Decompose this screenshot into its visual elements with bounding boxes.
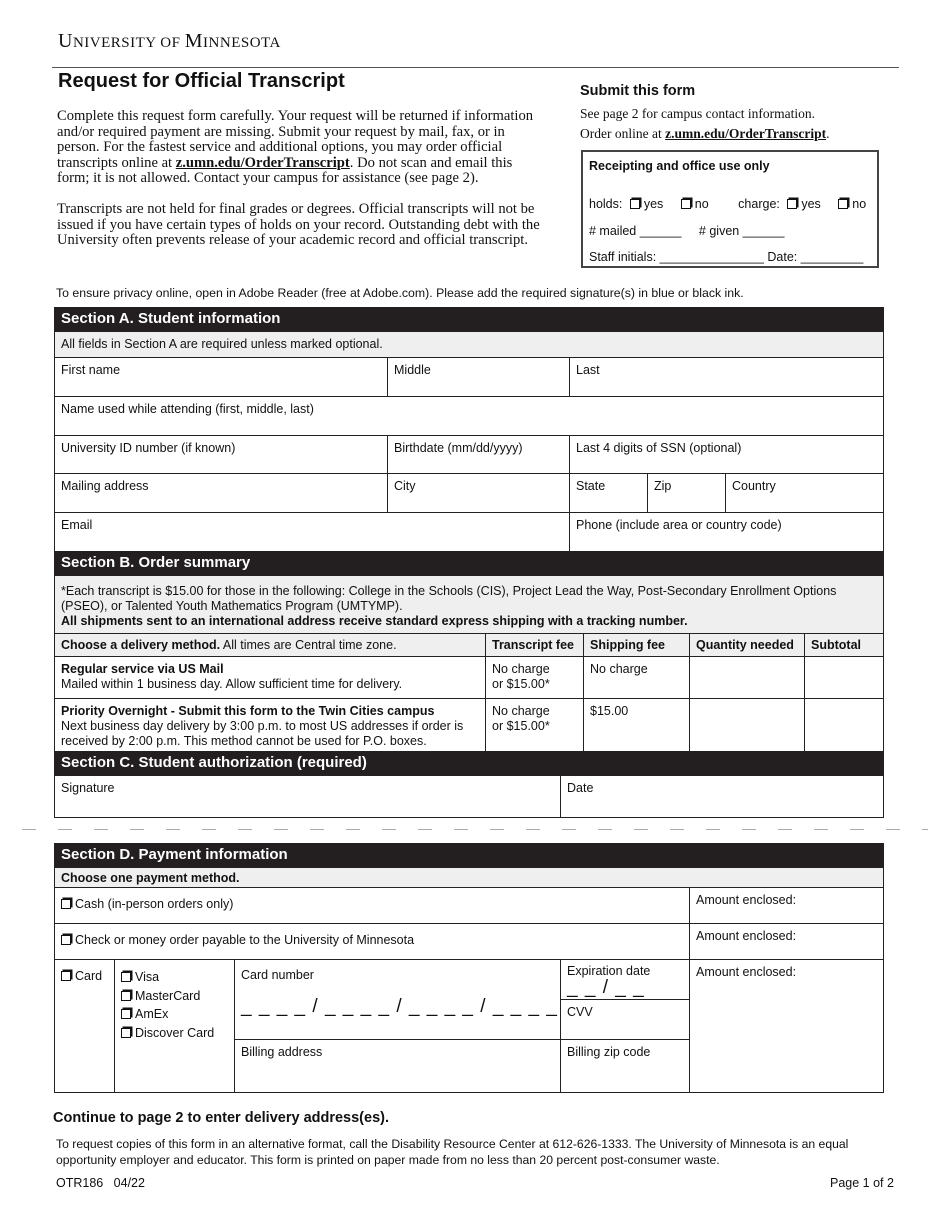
col-transcript-fee: Transcript fee	[486, 634, 584, 657]
card-amount-field[interactable]: Amount enclosed:	[696, 965, 797, 979]
section-d-heading: Section D. Payment information	[54, 843, 884, 867]
billing-zip-field[interactable]: Billing zip code	[561, 1040, 690, 1092]
payment-choose-note: Choose one payment method.	[55, 868, 883, 888]
holds-yes-checkbox[interactable]	[630, 199, 640, 209]
zip-field[interactable]: Zip	[648, 474, 726, 513]
visa-checkbox[interactable]	[121, 972, 131, 982]
university-id-field[interactable]: University ID number (if known)	[55, 436, 388, 474]
charge-no-checkbox[interactable]	[838, 199, 848, 209]
signature-field[interactable]: Signature	[55, 776, 561, 817]
regular-subtotal-field[interactable]	[805, 657, 883, 699]
country-field[interactable]: Country	[726, 474, 883, 513]
submit-online-note: Order online at z.umn.edu/OrderTranscript.	[580, 126, 830, 141]
card-number-field[interactable]: Card number _ _ _ _ / _ _ _ _ / _ _ _ _ / _ _ _ _	[235, 960, 561, 1040]
staff-initials-field[interactable]: Staff initials: _______________ Date: _________	[589, 250, 864, 264]
mailing-address-field[interactable]: Mailing address	[55, 474, 388, 513]
card-type-mastercard[interactable]: MasterCard	[121, 987, 228, 1006]
state-field[interactable]: State	[570, 474, 648, 513]
payment-check-option[interactable]: Check or money order payable to the University of Minnesota	[55, 924, 690, 960]
regular-quantity-field[interactable]	[690, 657, 805, 699]
card-type-list	[115, 960, 235, 1092]
office-mailed-row	[589, 224, 784, 238]
page-title: Request for Official Transcript	[58, 70, 345, 92]
section-c-heading: Section C. Student authorization (required)	[54, 751, 884, 775]
section-a-table	[54, 331, 884, 552]
last-name-field[interactable]: Last	[570, 358, 883, 397]
page-number: Page 1 of 2	[830, 1176, 894, 1190]
cvv-field[interactable]: CVV	[561, 1000, 690, 1040]
card-type-visa[interactable]: Visa	[121, 968, 228, 987]
university-logo: UNIVERSITY OF MINNESOTA	[58, 30, 281, 52]
priority-subtotal-field[interactable]	[805, 699, 883, 751]
continue-note: Continue to page 2 to enter delivery address(es).	[53, 1110, 389, 1126]
section-d-table	[54, 867, 884, 1093]
office-use-title: Receipting and office use only	[589, 159, 770, 173]
first-name-field[interactable]: First name	[55, 358, 388, 397]
cash-checkbox[interactable]	[61, 899, 71, 909]
submit-heading: Submit this form	[580, 83, 696, 99]
footer-text: To request copies of this form in an alternative format, call the Disability Resource Center at 612-626-1333. The University of Minnesota is an equal opportunity employer and educator. This form is printed on paper made from no less than 20 percent post-consumer waste.	[56, 1137, 849, 1167]
header-rule	[52, 67, 899, 68]
section-c-table	[54, 775, 884, 818]
intro-paragraph-1: Complete this request form carefully. Your request will be returned if information and/or required payment are missing. Submit your request by mail, fax, or in person. For the fastest service and additional options, you may order official transcripts online at z.umn.edu/OrderTranscript. Do not scan and email this form; it is not allowed. Contact your campus for assistance (see page 2).	[57, 108, 534, 187]
card-checkbox[interactable]	[61, 971, 71, 981]
charge-yes-checkbox[interactable]	[787, 199, 797, 209]
section-a-note: All fields in Section A are required unless marked optional.	[55, 332, 883, 358]
section-a-heading: Section A. Student information	[54, 307, 884, 331]
section-b-table	[54, 575, 884, 752]
billing-address-field[interactable]: Billing address	[235, 1040, 561, 1092]
intro-paragraph-2: Transcripts are not held for final grades or degrees. Official transcripts will not be issued if you have certain types of holds on your record. Outstanding debt with the University often prevents release of your academic record and official transcript.	[57, 200, 540, 249]
col-subtotal: Subtotal	[805, 634, 883, 657]
name-while-attending-field[interactable]: Name used while attending (first, middle, last)	[55, 397, 883, 436]
order-online-link[interactable]: z.umn.edu/OrderTranscript	[665, 126, 827, 141]
check-checkbox[interactable]	[61, 935, 71, 945]
mastercard-checkbox[interactable]	[121, 991, 131, 1001]
regular-transcript-fee: No charge or $15.00*	[486, 657, 584, 699]
expiration-mask: _ _ / _ _	[567, 977, 645, 998]
priority-quantity-field[interactable]	[690, 699, 805, 751]
card-number-mask: _ _ _ _ / _ _ _ _ / _ _ _ _ / _ _ _ _	[241, 996, 558, 1017]
card-type-amex[interactable]: AmEx	[121, 1005, 228, 1024]
city-field[interactable]: City	[388, 474, 570, 513]
delivery-priority: Priority Overnight - Submit this form to the Twin Cities campus Next business day delivery by 3:00 p.m. to most US addresses if order is received by 2:00 p.m. This method cannot be used for P.O. boxes.	[55, 699, 486, 751]
expiration-date-field[interactable]: Expiration date _ _ / _ _	[561, 960, 690, 1000]
delivery-regular: Regular service via US Mail Mailed within 1 business day. Allow sufficient time for delivery.	[55, 657, 486, 699]
order-transcript-link[interactable]: z.umn.edu/OrderTranscript	[175, 154, 350, 171]
payment-card-option[interactable]: Card	[55, 960, 115, 1092]
section-b-heading: Section B. Order summary	[54, 551, 884, 575]
priority-transcript-fee: No charge or $15.00*	[486, 699, 584, 751]
amex-checkbox[interactable]	[121, 1009, 131, 1019]
regular-shipping-fee: No charge	[584, 657, 690, 699]
mailed-field[interactable]: # mailed ______	[589, 224, 682, 238]
email-field[interactable]: Email	[55, 513, 570, 551]
birthdate-field[interactable]: Birthdate (mm/dd/yyyy)	[388, 436, 570, 474]
payment-cash-option[interactable]: Cash (in-person orders only)	[55, 888, 690, 924]
office-use-box	[581, 150, 879, 268]
privacy-note: To ensure privacy online, open in Adobe Reader (free at Adobe.com). Please add the required signature(s) in blue or black ink.	[56, 286, 744, 300]
signature-date-field[interactable]: Date	[567, 781, 594, 795]
priority-shipping-fee: $15.00	[584, 699, 690, 751]
form-code: OTR186 04/22	[56, 1176, 145, 1190]
discover-checkbox[interactable]	[121, 1028, 131, 1038]
cut-line	[22, 829, 928, 830]
check-amount-field[interactable]: Amount enclosed:	[690, 924, 883, 960]
submit-contact-note: See page 2 for campus contact information.	[580, 106, 816, 121]
col-delivery-method: Choose a delivery method. All times are Central time zone.	[55, 634, 486, 657]
intro-text	[57, 109, 547, 264]
section-b-note: *Each transcript is $15.00 for those in the following: College in the Schools (CIS), Project Lead the Way, Post-Secondary Enrollment Options (PSEO), or Talented Youth Mathematics Program (UMTYMP). All shipments sent to an international address receive standard express shipping with a tracking number.	[55, 576, 883, 634]
phone-field[interactable]: Phone (include area or country code)	[576, 518, 782, 532]
holds-no-checkbox[interactable]	[681, 199, 691, 209]
given-field[interactable]: # given ______	[698, 224, 785, 238]
office-holds-row: holds: yes no charge: yes no	[589, 197, 867, 211]
middle-name-field[interactable]: Middle	[388, 358, 570, 397]
ssn-field[interactable]: Last 4 digits of SSN (optional)	[570, 436, 883, 474]
col-quantity: Quantity needed	[690, 634, 805, 657]
col-shipping-fee: Shipping fee	[584, 634, 690, 657]
cash-amount-field[interactable]: Amount enclosed:	[690, 888, 883, 924]
card-type-discover[interactable]: Discover Card	[121, 1024, 228, 1043]
